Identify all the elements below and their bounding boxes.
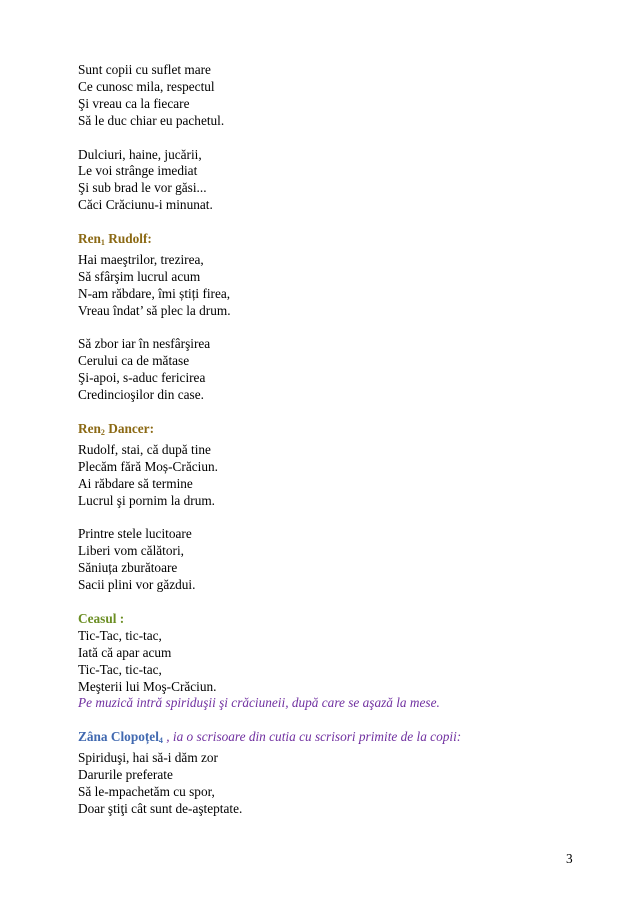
verse-line: Darurile preferate bbox=[78, 767, 173, 783]
verse-line: Dulciuri, haine, jucării, bbox=[78, 146, 202, 162]
speaker-fairy bbox=[78, 729, 598, 750]
verse-line: Ai răbdare să termine bbox=[78, 475, 193, 491]
verse-line: Şi vreau ca la fiecare bbox=[78, 95, 190, 111]
speaker-role: Dancer: bbox=[104, 420, 155, 436]
verse-line: Ce cunosc mila, respectul bbox=[78, 78, 215, 94]
speaker-dancer bbox=[78, 421, 598, 442]
stage-direction: , ia o scrisoare din cutia cu scrisori primite de la copii: bbox=[162, 729, 462, 745]
speaker-rudolf bbox=[78, 231, 598, 252]
verse-line: Plecăm fără Moș-Crăciun. bbox=[78, 458, 218, 474]
verse-line: Rudolf, stai, că după tine bbox=[78, 441, 211, 457]
speaker-name: Ren bbox=[78, 420, 101, 436]
stanza-dancer-1 bbox=[78, 421, 598, 510]
speaker-name: Zâna Clopoțel bbox=[78, 729, 159, 745]
stanza-rudolf-1 bbox=[78, 231, 598, 320]
verse-line: Să zbor iar în nesfârşirea bbox=[78, 336, 211, 352]
speaker-name: Ren bbox=[78, 231, 101, 247]
stanza-intro-1 bbox=[78, 62, 598, 130]
verse-line: Să le duc chiar eu pachetul. bbox=[78, 112, 225, 128]
speaker-index: 2 bbox=[100, 427, 105, 437]
verse-line: N-am răbdare, îmi știți firea, bbox=[78, 285, 231, 301]
verse-line: Să le-mpachetăm cu spor, bbox=[78, 783, 215, 799]
document-body bbox=[78, 62, 598, 835]
verse-line: Lucrul şi pornim la drum. bbox=[78, 492, 216, 508]
stanza-fairy bbox=[78, 729, 598, 818]
verse-line: Meşterii lui Moş-Crăciun. bbox=[78, 678, 217, 694]
verse-line: Iată că apar acum bbox=[78, 644, 172, 660]
verse-line: Tic-Tac, tic-tac, bbox=[78, 627, 162, 643]
verse-line: Printre stele lucitoare bbox=[78, 526, 192, 542]
verse-line: Cerului ca de mătase bbox=[78, 353, 190, 369]
speaker-clock: Ceasul : bbox=[78, 610, 125, 626]
verse-line: Şi sub brad le vor găsi... bbox=[78, 180, 207, 196]
speaker-index: 4 bbox=[158, 736, 163, 746]
verse-line: Şi-apoi, s-aduc fericirea bbox=[78, 370, 206, 386]
verse-line: Credincioşilor din case. bbox=[78, 387, 204, 403]
stage-direction: Pe muzică intră spiriduşii şi crăciuneii, după care se aşază la mese. bbox=[78, 695, 440, 711]
verse-line: Tic-Tac, tic-tac, bbox=[78, 661, 162, 677]
stanza-intro-2 bbox=[78, 147, 598, 215]
stanza-dancer-2 bbox=[78, 526, 598, 594]
verse-line: Hai maeştrilor, trezirea, bbox=[78, 251, 204, 267]
verse-line: Să sfârşim lucrul acum bbox=[78, 268, 201, 284]
verse-line: Spiriduşi, hai să-i dăm zor bbox=[78, 750, 218, 766]
speaker-role: Rudolf: bbox=[104, 231, 152, 247]
speaker-index: 1 bbox=[100, 238, 105, 248]
verse-line: Le voi strânge imediat bbox=[78, 163, 198, 179]
verse-line: Vreau îndat’ să plec la drum. bbox=[78, 302, 231, 318]
stanza-rudolf-2 bbox=[78, 336, 598, 404]
verse-line: Sacii plini vor găzdui. bbox=[78, 577, 196, 593]
verse-line: Săniuța zburătoare bbox=[78, 560, 178, 576]
verse-line: Doar ştiţi cât sunt de-aşteptate. bbox=[78, 800, 243, 816]
verse-line: Sunt copii cu suflet mare bbox=[78, 62, 211, 77]
stanza-clock bbox=[78, 611, 598, 712]
verse-line: Căci Crăciunu-i minunat. bbox=[78, 197, 213, 213]
verse-line: Liberi vom călători, bbox=[78, 543, 184, 559]
page-number: 3 bbox=[566, 851, 573, 866]
